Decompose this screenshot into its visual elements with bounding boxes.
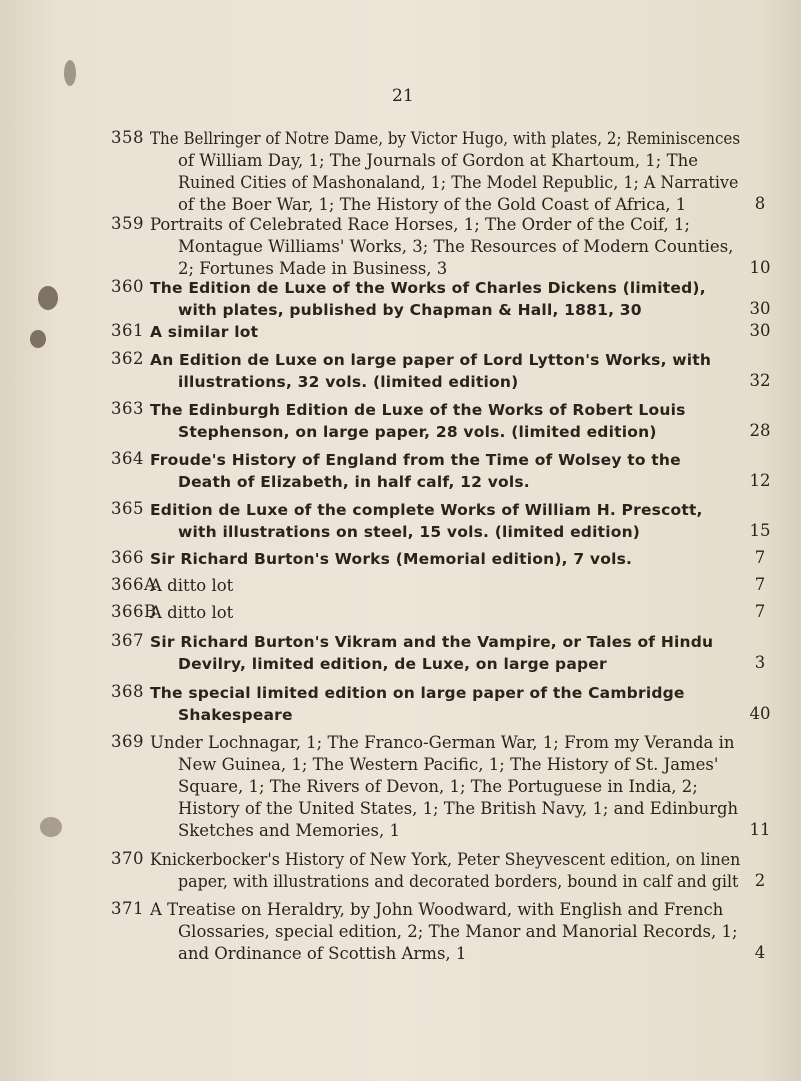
lot-quantity: 10 bbox=[749, 258, 771, 277]
lot-description-line: Ruined Cities of Mashonaland, 1; The Model Republic, 1; A Narrative bbox=[178, 173, 739, 192]
lot-description-line: Edition de Luxe of the complete Works of William H. Prescott, bbox=[150, 501, 703, 519]
lot-description-line: An Edition de Luxe on large paper of Lord Lytton's Works, with bbox=[150, 351, 712, 369]
margin-stain bbox=[30, 330, 46, 348]
lot-description-line: A similar lot bbox=[150, 323, 259, 341]
lot-description-line: A ditto lot bbox=[150, 603, 234, 622]
lot-quantity: 30 bbox=[749, 299, 771, 318]
lot-description-line: Portraits of Celebrated Race Horses, 1; The Order of the Coif, 1; bbox=[150, 215, 690, 234]
lot-description-line: Shakespeare bbox=[178, 706, 293, 724]
lot-description-line: The Edinburgh Edition de Luxe of the Works of Robert Louis bbox=[150, 401, 686, 419]
lot-description-line: Glossaries, special edition, 2; The Manor and Manorial Records, 1; bbox=[178, 922, 738, 941]
lot-number: 362 bbox=[111, 349, 144, 368]
lot-description-line: Square, 1; The Rivers of Devon, 1; The Portuguese in India, 2; bbox=[178, 777, 698, 796]
lot-description-line: illustrations, 32 vols. (limited edition) bbox=[178, 373, 519, 391]
lot-number: 361 bbox=[111, 321, 144, 340]
page-number: 21 bbox=[392, 86, 414, 106]
lot-quantity: 11 bbox=[749, 820, 771, 839]
lot-number: 359 bbox=[111, 214, 144, 233]
lot-number: 366B bbox=[111, 602, 157, 621]
lot-number: 367 bbox=[111, 631, 144, 650]
lot-description-line: Froude's History of England from the Time of Wolsey to the bbox=[150, 451, 681, 469]
lot-description-line: History of the United States, 1; The British Navy, 1; and Edinburgh bbox=[178, 799, 739, 818]
lot-quantity: 28 bbox=[749, 421, 771, 440]
lot-quantity: 7 bbox=[754, 575, 766, 594]
lot-description-line: 2; Fortunes Made in Business, 3 bbox=[178, 259, 448, 278]
lot-description-line: Knickerbocker's History of New York, Peter Sheyvescent edition, on linen bbox=[150, 850, 741, 869]
lot-quantity: 40 bbox=[749, 704, 771, 723]
lot-description-line: Sir Richard Burton's Vikram and the Vampire, or Tales of Hindu bbox=[150, 633, 714, 651]
lot-description-line: Under Lochnagar, 1; The Franco-German War, 1; From my Veranda in bbox=[150, 733, 735, 752]
lot-quantity: 8 bbox=[754, 194, 766, 213]
lot-description-line: Death of Elizabeth, in half calf, 12 vols. bbox=[178, 473, 530, 491]
lot-number: 369 bbox=[111, 732, 144, 751]
lot-description-line: Stephenson, on large paper, 28 vols. (limited edition) bbox=[178, 423, 657, 441]
lot-description-line: of William Day, 1; The Journals of Gordon at Khartoum, 1; The bbox=[178, 151, 699, 170]
lot-description-line: The Bellringer of Notre Dame, by Victor Hugo, with plates, 2; Reminiscences bbox=[150, 129, 741, 148]
lot-description-line: Montague Williams' Works, 3; The Resources of Modern Counties, bbox=[178, 237, 734, 256]
lot-quantity: 30 bbox=[749, 321, 771, 340]
lot-quantity: 7 bbox=[754, 548, 766, 567]
lot-description-line: with illustrations on steel, 15 vols. (limited edition) bbox=[178, 523, 641, 541]
lot-description-line: with plates, published by Chapman & Hall, 1881, 30 bbox=[178, 301, 642, 319]
margin-stain bbox=[64, 60, 76, 86]
lot-quantity: 15 bbox=[749, 521, 771, 540]
lot-number: 363 bbox=[111, 399, 144, 418]
lot-description-line: The special limited edition on large paper of the Cambridge bbox=[150, 684, 685, 702]
lot-description-line: A Treatise on Heraldry, by John Woodward, with English and French bbox=[150, 900, 724, 919]
lot-number: 360 bbox=[111, 277, 144, 296]
lot-quantity: 4 bbox=[754, 943, 766, 962]
lot-quantity: 7 bbox=[754, 602, 766, 621]
lot-description-line: Sir Richard Burton's Works (Memorial edition), 7 vols. bbox=[150, 550, 633, 568]
lot-number: 371 bbox=[111, 899, 144, 918]
lot-quantity: 2 bbox=[754, 871, 766, 890]
lot-description-line: and Ordinance of Scottish Arms, 1 bbox=[178, 944, 467, 963]
lot-description-line: New Guinea, 1; The Western Pacific, 1; The History of St. James' bbox=[178, 755, 719, 774]
lot-description-line: of the Boer War, 1; The History of the Gold Coast of Africa, 1 bbox=[178, 195, 687, 214]
lot-description-line: A ditto lot bbox=[150, 576, 234, 595]
lot-number: 364 bbox=[111, 449, 144, 468]
lot-description-line: Devilry, limited edition, de Luxe, on large paper bbox=[178, 655, 607, 673]
lot-quantity: 12 bbox=[749, 471, 771, 490]
lot-quantity: 3 bbox=[754, 653, 766, 672]
lot-number: 368 bbox=[111, 682, 144, 701]
margin-stain bbox=[38, 286, 58, 310]
lot-number: 358 bbox=[111, 128, 144, 147]
lot-number: 370 bbox=[111, 849, 144, 868]
margin-stain bbox=[40, 817, 62, 837]
lot-number: 366 bbox=[111, 548, 144, 567]
lot-description-line: Sketches and Memories, 1 bbox=[178, 821, 400, 840]
lot-number: 365 bbox=[111, 499, 144, 518]
lot-number: 366A bbox=[111, 575, 157, 594]
lot-description-line: The Edition de Luxe of the Works of Charles Dickens (limited), bbox=[150, 279, 706, 297]
lot-quantity: 32 bbox=[749, 371, 771, 390]
lot-description-line: paper, with illustrations and decorated borders, bound in calf and gilt bbox=[178, 872, 739, 891]
